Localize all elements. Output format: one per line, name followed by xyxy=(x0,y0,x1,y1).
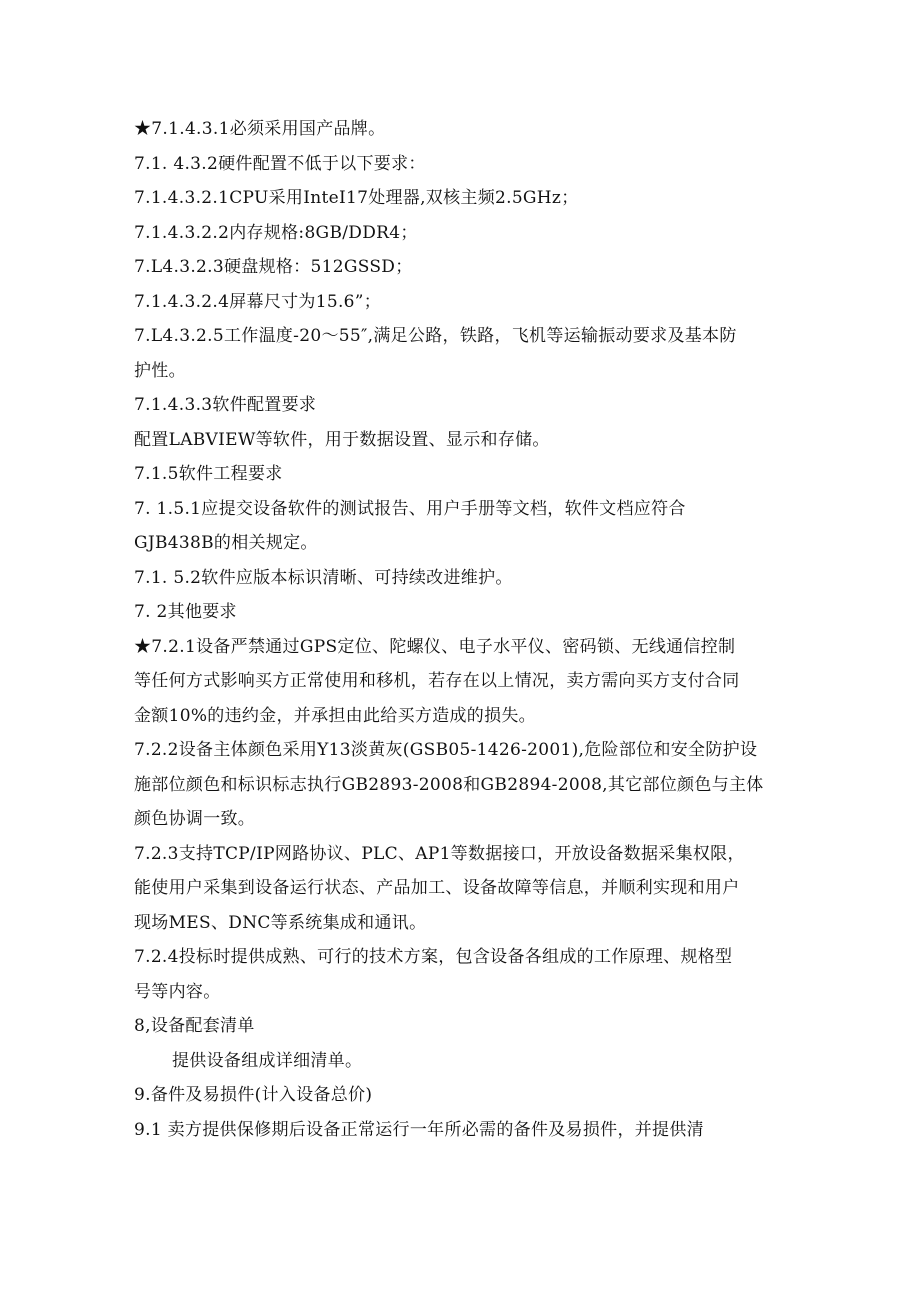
text-line: 8,设备配套清单 xyxy=(134,1016,255,1036)
text-line: ★7.1.4.3.1必须采用国产品牌。 xyxy=(134,119,386,139)
text-line: 现场MES、DNC等系统集成和通讯。 xyxy=(134,912,427,933)
text-line: 7.2.3支持TCP/IP网路协议、PLC、AP1等数据接口，开放设备数据采集权限， xyxy=(134,843,745,864)
text-line: 7.1. 4.3.2硬件配置不低于以下要求： xyxy=(134,153,426,174)
text-line: 提供设备组成详细清单。 xyxy=(172,1050,363,1071)
text-line: 配置LABVIEW等软件，用于数据设置、显示和存储。 xyxy=(134,429,550,450)
text-line: 9.备件及易损件(计入设备总价) xyxy=(134,1085,373,1105)
text-line: 9.1 卖方提供保修期后设备正常运行一年所必需的备件及易损件，并提供清 xyxy=(134,1119,704,1140)
text-line: 7. 1.5.1应提交设备软件的测试报告、用户手册等文档，软件文档应符合 xyxy=(134,498,686,519)
text-line: 7.1.4.3.2.4屏幕尺寸为15.6”； xyxy=(134,291,382,312)
text-line: 能使用户采集到设备运行状态、产品加工、设备故障等信息，并顺利实现和用户 xyxy=(134,878,740,898)
text-line: 7.1. 5.2软件应版本标识清晰、可持续改进维护。 xyxy=(134,567,513,588)
text-line: 7.L4.3.2.5工作温度-20～55″,满足公路，铁路，飞机等运输振动要求及基本防 xyxy=(134,326,737,346)
document-page xyxy=(134,112,794,1147)
text-line: 7. 2其他要求 xyxy=(134,602,237,622)
text-line: 7.2.4投标时提供成熟、可行的技术方案，包含设备各组成的工作原理、规格型 xyxy=(134,947,733,967)
text-line: 金额10%的违约金，并承担由此给买方造成的损失。 xyxy=(134,705,536,726)
document-body xyxy=(134,112,794,1147)
text-line: 施部位颜色和标识标志执行GB2893-2008和GB2894-2008,其它部位颜色与主体 xyxy=(134,774,764,795)
text-line: 号等内容。 xyxy=(134,981,221,1002)
text-line: 7.1.4.3.3软件配置要求 xyxy=(134,395,317,415)
text-line: 7.2.2设备主体颜色采用Y13淡黄灰(GSB05-1426-2001),危险部位和安全防护设 xyxy=(134,740,758,760)
text-line: 7.1.4.3.2.1CPU采用InteI17处理器,双核主频2.5GHz； xyxy=(134,188,579,208)
text-line: 7.L4.3.2.3硬盘规格：512GSSD； xyxy=(134,257,413,277)
text-line: 等任何方式影响买方正常使用和移机，若存在以上情况，卖方需向买方支付合同 xyxy=(134,671,740,691)
text-line: 护性。 xyxy=(134,360,186,381)
text-line: GJB438B的相关规定。 xyxy=(134,533,318,553)
text-line: 颜色协调一致。 xyxy=(134,809,256,829)
text-line: 7.1.5软件工程要求 xyxy=(134,464,283,484)
text-line: 7.1.4.3.2.2内存规格:8GB/DDR4； xyxy=(134,222,418,243)
text-line: ★7.2.1设备严禁通过GPS定位、陀螺仪、电子水平仪、密码锁、无线通信控制 xyxy=(134,636,736,657)
